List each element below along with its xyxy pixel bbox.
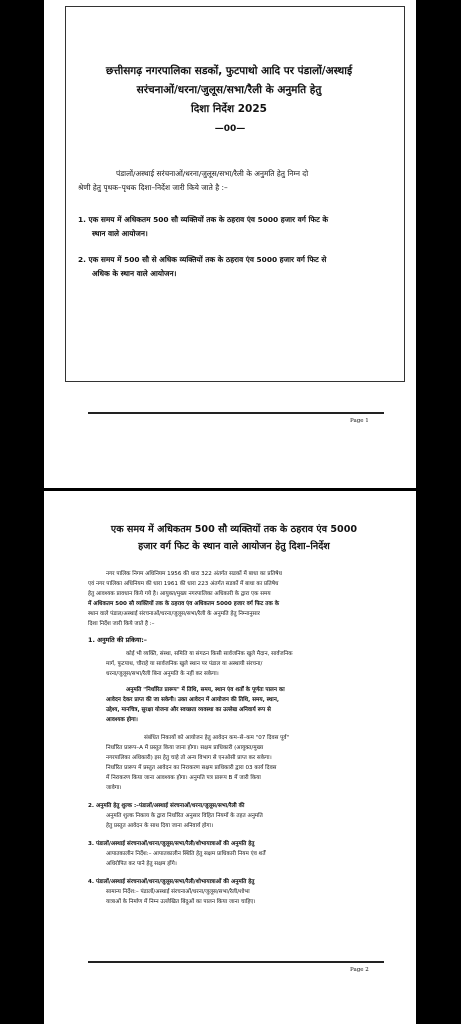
body-line: सामान्य निर्देश:– पंडालों/अस्थाई संरचनाओं/धरना/जुलूस/सभा/रैली/शोभा xyxy=(106,889,250,895)
list-item-2: 2. एक समय में 500 सौ से अधिक व्यक्तियों तक के ठहराव एंव 5000 हजार वर्ग फिट से xyxy=(78,255,327,264)
body-line: कोई भी व्यक्ति, संस्था, समिति या संगठन किसी सार्वजनिक खुले मैदान, सार्वजनिक xyxy=(126,651,293,657)
page-number: Page 1 xyxy=(350,418,369,424)
body-line: अधिरोपित कर पाने हेतु सक्षम होंगे। xyxy=(106,861,177,867)
title-line: सरंचनाओं/धरना/जुलूस/सभा/रैली के अनुमति हेतु xyxy=(136,84,322,96)
body-line: एवं नगर पालिका अधिनियम की धारा 1961 की धारा 223 अंतर्गत सडकों में बाधा का प्रतिषेध xyxy=(88,581,279,587)
list-item-1-cont: स्थान वाले आयोजन। xyxy=(92,229,148,238)
title-line: हजार वर्ग फिट के स्थान वाले आयोजन हेतु दिशा–निर्देश xyxy=(138,541,330,552)
body-line: दिशा निर्देश जारी किये जाते है :– xyxy=(88,621,155,627)
section-4-line: 4. पंडालों/अस्थाई संरचनाओं/धरना/जुलूस/सभा/रैली/शोभायात्राओं की अनुमति हेतु xyxy=(88,879,255,885)
body-line: अनुमति "निर्धारित प्रारूप" में तिथि, समय, स्थान एंव शर्तों के पूर्णतः पालन का xyxy=(126,687,285,693)
page-1-title xyxy=(59,62,399,119)
body-line: नगर पालिक निगम अधिनियम 1956 की धारा 322 अंतर्गत सडकों में बाधा का प्रतिषेध xyxy=(106,571,282,577)
body-line: नगरपालिका अधिकारी) इस हेतु चाहे तो अन्य विभाग से एनओसी प्राप्त कर सकेगा। xyxy=(106,755,272,761)
page-number: Page 2 xyxy=(350,967,369,973)
list-item-2-cont: अधिक के स्थान वाले आयोजन। xyxy=(92,269,177,278)
body-line: आपातकालीन निर्देश:– आपातकालीन स्थिति हेतु सक्षम प्राधिकारी नियम एंव शर्तें xyxy=(106,851,266,857)
section-2-line: 2. अनुमति हेतु शुल्क :–पंडालों/अस्थाई संरचनाओं/धरना/जुलूस/सभा/रैली की xyxy=(88,803,245,809)
title-line: दिशा निर्देश 2025 xyxy=(191,103,267,115)
body-line: हेतु आवश्यक प्रावधान किये गये है। आयुक्त/मुख्य नगरपालिका अधिकारी के द्वारा एक समय xyxy=(88,591,271,597)
body-line: यात्राओं के निर्माण में निम्न उल्लेखित बिंदुओं का पालन किया जाना चाहिए। xyxy=(106,899,256,905)
section-heading: 1. अनुमति की प्रकिया:– xyxy=(88,636,147,644)
intro-line: श्रेणी हेतु पृथक–पृथक दिशा–निर्देश जारी किये जाते है :– xyxy=(78,183,228,192)
body-line: आवेदन देकर प्राप्त की जा सकेगी। उक्त आवेदन में आयोजन की तिथि, समय, स्थान, xyxy=(106,697,279,703)
body-line: में निराकरण किया जाना आवश्यक होगा। अनुमति पत्र प्रारूप B में जारी किया xyxy=(106,775,261,781)
body-line: निर्धारित प्रारूप में प्रस्तुत आवेदन का निराकरण सक्षम प्राधिकारी द्वारा 03 कार्य दिवस xyxy=(106,765,277,771)
title-line: एक समय में अधिकतम 500 सौ व्यक्तियों तक के ठहराव एंव 5000 xyxy=(110,524,358,535)
footer-rule xyxy=(88,961,384,963)
page-2-title xyxy=(84,521,384,555)
footer-rule xyxy=(88,412,384,414)
section-3-line: 3. पंडालों/अस्थाई संरचनाओं/धरना/जुलूस/सभा/रैली/शोभायात्राओं की अनुमति हेतु xyxy=(88,841,255,847)
body-line: आवश्यक होगा। xyxy=(106,717,138,723)
body-line: उद्देश्य, मानचित्र, सुरक्षा योजना और स्वच्छता व्यवस्था का उल्लेख अनिवार्य रूप से xyxy=(106,707,271,713)
body-line: धरना/जुलूस/सभा/रैली बिना अनुमति के नहीं कर सकेगा। xyxy=(106,671,219,677)
intro-line: पंडालों/अस्थाई सरंचनाओं/धरना/जुलूस/सभा/रैली के अनुमति हेतु निम्न दो xyxy=(116,169,309,178)
list-item-1: 1. एक समय में अधिकतम 500 सौ व्यक्तियों तक के ठहराव एंव 5000 हजार वर्ग फिट के xyxy=(78,215,329,224)
document-page-1 xyxy=(44,0,416,488)
body-line: अनुमति शुल्क निकाय के द्वारा निर्धारित अनुसार विहित नियमों के तहत अनुमति xyxy=(106,813,263,819)
body-line: में अधिकतम 500 सौ व्यक्तियों तक के ठहराव एंव अधिकतम 5000 हजार वर्ग फिट तक के xyxy=(88,601,280,607)
title-divider: —00— xyxy=(214,124,246,134)
body-line: संबंधित निकायों को आयोजन हेतु आवेदन कम–से–कम "07 दिवस पूर्व" xyxy=(144,735,290,741)
body-line: स्थान वाले पंडाल/अस्थाई संरचनाओं/धरना/जुलूस/सभा/रैली के अनुमति हेतु निम्नानुसार xyxy=(88,611,260,617)
body-line: हेतु प्रस्तुत आवेदन के साथ दिया जाना अनिवार्य होगा। xyxy=(106,823,214,829)
document-page-2 xyxy=(44,491,416,1024)
body-line: निर्धारित प्रारूप–A में प्रस्तुत किया जाना होगा। सक्षम प्राधिकारी (आयुक्त/मुख्य xyxy=(106,745,264,751)
title-line: छत्तीसगढ़ नगरपालिका सडकों, फुटपाथो आदि पर पंडालों/अस्थाई xyxy=(105,65,353,77)
body-line: जावेगा। xyxy=(106,785,122,791)
body-line: मार्ग, फुटपाथ, चौराहे या सार्वजनिक खुले स्थान पर पंडाल या अस्थायी संरचना/ xyxy=(106,661,263,667)
